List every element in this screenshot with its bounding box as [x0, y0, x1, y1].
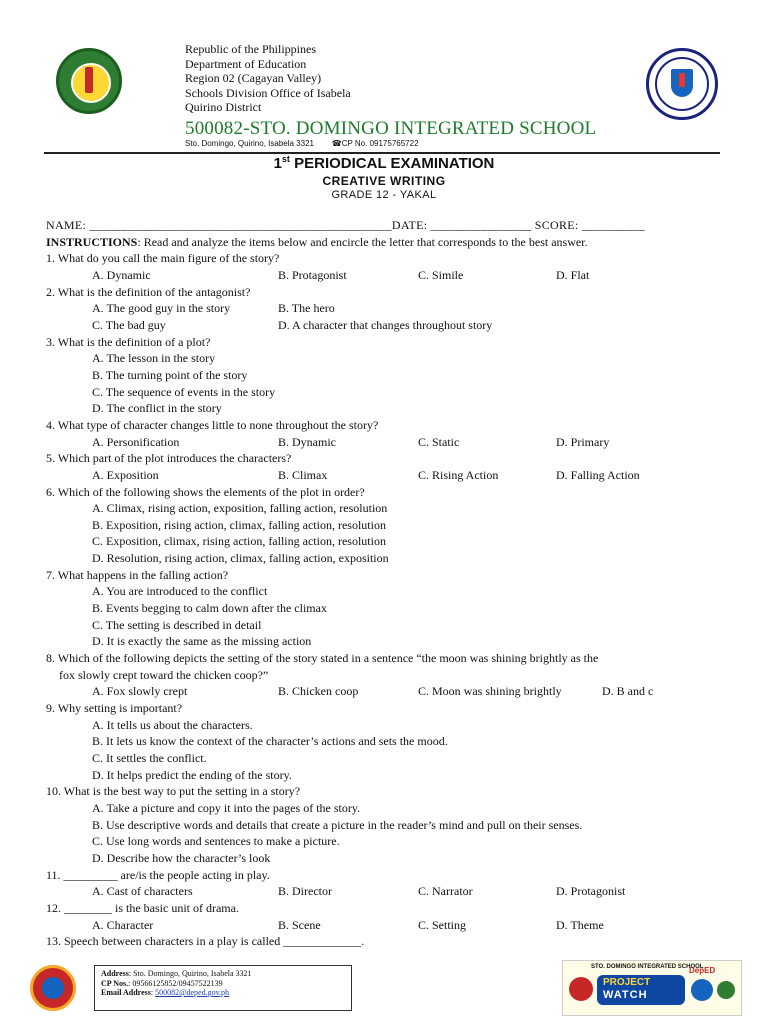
- footer-contact-box: [94, 965, 352, 1011]
- choice-row: [46, 850, 726, 867]
- watch-label: WATCH: [603, 989, 648, 1001]
- choice-row: [46, 683, 726, 700]
- question-stem: 9. Why setting is important?: [46, 701, 183, 716]
- choice-row: [46, 750, 726, 767]
- question-stem: 4. What type of character changes little to none throughout the story?: [46, 417, 379, 432]
- choice-row: [46, 317, 726, 334]
- choice[interactable]: B. Chicken coop: [278, 684, 359, 699]
- choice-row: [46, 300, 726, 317]
- question-stem-continued: fox slowly crept toward the chicken coop?”: [59, 667, 269, 682]
- exam-title-text: PERIODICAL EXAMINATION: [289, 155, 495, 172]
- choice[interactable]: B. The hero: [278, 301, 335, 316]
- choice-row: [46, 600, 726, 617]
- choice[interactable]: D. Falling Action: [556, 467, 640, 482]
- choice[interactable]: D. Resolution, rising action, climax, falling action, exposition: [92, 551, 389, 566]
- division-seal-icon: [717, 981, 735, 999]
- footer-address-label: Address: [101, 969, 129, 978]
- question-stem: 6. Which of the following shows the elements of the plot in order?: [46, 484, 365, 499]
- question-stem: 5. Which part of the plot introduces the characters?: [46, 451, 292, 466]
- letterhead-line: Department of Education: [185, 56, 307, 71]
- question-stem: 12. ________ is the basic unit of drama.: [46, 900, 239, 915]
- question-stem: 2. What is the definition of the antagonist?: [46, 284, 251, 299]
- choice[interactable]: A. Take a picture and copy it into the pages of the story.: [92, 800, 361, 815]
- choice-row: [46, 533, 726, 550]
- choice[interactable]: A. Fox slowly crept: [92, 684, 188, 699]
- choice[interactable]: C. The sequence of events in the story: [92, 384, 276, 399]
- footer-address-line: [101, 969, 345, 979]
- choice-row: [46, 817, 726, 834]
- question-stem: 13. Speech between characters in a play is called _____________.: [46, 934, 365, 949]
- exam-subject: CREATIVE WRITING: [322, 174, 446, 188]
- choice[interactable]: D. Flat: [556, 267, 590, 282]
- footer-email-link[interactable]: 500082@deped.gov.ph: [155, 988, 230, 997]
- instructions-label: INSTRUCTIONS: [46, 234, 138, 249]
- choice[interactable]: A. Cast of characters: [92, 884, 193, 899]
- choice-row: [46, 767, 726, 784]
- choice-row: [46, 917, 726, 934]
- choice-row: [46, 500, 726, 517]
- choice[interactable]: C. Rising Action: [418, 467, 499, 482]
- deped-seal-icon: [691, 979, 713, 1001]
- question-stem: 1. What do you call the main figure of the story?: [46, 251, 280, 266]
- school-phone: ☎CP No. 09175765722: [331, 139, 419, 148]
- choice[interactable]: B. Director: [278, 884, 332, 899]
- choice-row: [46, 400, 726, 417]
- exam-body: [46, 217, 726, 950]
- project-watch-school: STO. DOMINGO INTEGRATED SCHOOL: [591, 964, 704, 970]
- footer-cp: : 09566125852/09457522139: [128, 978, 223, 988]
- footer-email-sep: :: [150, 988, 156, 997]
- choice-row: [46, 434, 726, 451]
- choice-row: [46, 384, 726, 401]
- letterhead: [185, 42, 351, 115]
- choice[interactable]: D. The conflict in the story: [92, 401, 222, 416]
- school-address-line: [185, 139, 419, 148]
- choice[interactable]: D. A character that changes throughout story: [278, 317, 493, 332]
- question-stem: 11. _________ are/is the people acting in play.: [46, 867, 270, 882]
- choice[interactable]: B. Use descriptive words and details that create a picture in the reader’s mind and pull on their senses.: [92, 817, 583, 832]
- exam-title-suffix: st: [281, 154, 290, 164]
- choice[interactable]: C. Static: [418, 434, 460, 449]
- choice[interactable]: B. It lets us know the context of the character’s actions and sets the mood.: [92, 734, 448, 749]
- choice-row: [46, 467, 726, 484]
- choice[interactable]: D. Primary: [556, 434, 610, 449]
- choice[interactable]: A. Character: [92, 917, 154, 932]
- choice[interactable]: A. It tells us about the characters.: [92, 717, 253, 732]
- school-seal-icon: [569, 977, 593, 1001]
- choice-row: [46, 517, 726, 534]
- choice[interactable]: A. You are introduced to the conflict: [92, 584, 268, 599]
- letterhead-line: Quirino District: [185, 100, 262, 115]
- exam-title-number: 1: [273, 155, 282, 172]
- school-seal-logo: [30, 965, 76, 1011]
- question-stem: 8. Which of the following depicts the setting of the story stated in a sentence “the moon was shining brightly as the: [46, 651, 599, 666]
- choice[interactable]: A. The good guy in the story: [92, 301, 231, 316]
- choice[interactable]: D. It is exactly the same as the missing action: [92, 634, 312, 649]
- choice[interactable]: C. Use long words and sentences to make a picture.: [92, 834, 340, 849]
- choice[interactable]: C. Setting: [418, 917, 467, 932]
- division-seal-logo: [646, 48, 718, 120]
- choice-row: [46, 550, 726, 567]
- choice[interactable]: B. Events begging to calm down after the climax: [92, 601, 327, 616]
- choice-row: [46, 733, 726, 750]
- deped-label: DepED: [689, 966, 716, 975]
- choice-row: [46, 883, 726, 900]
- school-name: 500082-STO. DOMINGO INTEGRATED SCHOOL: [185, 118, 597, 139]
- exam-title: [0, 154, 768, 172]
- choice-row: [46, 717, 726, 734]
- choice-row: [46, 617, 726, 634]
- choice-row: [46, 350, 726, 367]
- choice[interactable]: C. The setting is described in detail: [92, 617, 262, 632]
- project-label: PROJECT: [603, 977, 651, 988]
- choice-row: [46, 583, 726, 600]
- choice[interactable]: C. Simile: [418, 267, 464, 282]
- choice[interactable]: D. B and c: [602, 684, 654, 699]
- footer-email-label: Email Address: [101, 988, 151, 997]
- footer-email-line: [101, 988, 345, 998]
- choice[interactable]: D. It helps predict the ending of the story.: [92, 767, 292, 782]
- choice[interactable]: B. Scene: [278, 917, 321, 932]
- footer-address: : Sto. Domingo, Quirino, Isabela 3321: [128, 969, 252, 978]
- exam-grade: GRADE 12 - YAKAL: [331, 189, 437, 201]
- instructions: [46, 234, 726, 251]
- deped-seal-logo: [56, 48, 122, 114]
- question-stem: 7. What happens in the falling action?: [46, 567, 229, 582]
- school-address: Sto. Domingo, Quirino, Isabela 3321: [185, 139, 314, 148]
- choice-row: [46, 800, 726, 817]
- name-date-score-line[interactable]: NAME: ________________________________________________DATE: ________________ SCORE: __________: [46, 218, 645, 232]
- choice[interactable]: C. Moon was shining brightly: [418, 684, 562, 699]
- choice[interactable]: A. Exposition: [92, 467, 159, 482]
- choice[interactable]: A. Climax, rising action, exposition, falling action, resolution: [92, 501, 388, 516]
- choice[interactable]: B. Dynamic: [278, 434, 336, 449]
- choice[interactable]: D. Protagonist: [556, 884, 626, 899]
- choice[interactable]: C. Narrator: [418, 884, 473, 899]
- choice[interactable]: A. Personification: [92, 434, 180, 449]
- choice[interactable]: D. Theme: [556, 917, 604, 932]
- choice[interactable]: B. Exposition, rising action, climax, falling action, resolution: [92, 517, 386, 532]
- question-stem: 10. What is the best way to put the setting in a story?: [46, 784, 301, 799]
- choice[interactable]: C. It settles the conflict.: [92, 751, 207, 765]
- footer-cp-line: [101, 979, 345, 989]
- choice[interactable]: B. Climax: [278, 467, 328, 482]
- choice-row: [46, 267, 726, 284]
- choice-row: [46, 833, 726, 850]
- choice[interactable]: D. Describe how the character’s look: [92, 850, 271, 865]
- choice[interactable]: A. Dynamic: [92, 267, 151, 282]
- instructions-text: : Read and analyze the items below and encircle the letter that corresponds to the best answer.: [137, 234, 588, 249]
- choice[interactable]: C. Exposition, climax, rising action, falling action, resolution: [92, 534, 386, 549]
- question-stem: 3. What is the definition of a plot?: [46, 334, 211, 349]
- choice[interactable]: C. The bad guy: [92, 317, 166, 332]
- letterhead-line: Republic of the Philippines: [185, 42, 316, 56]
- footer-cp-label: CP Nos.: [101, 978, 129, 988]
- choice-row: [46, 367, 726, 384]
- choice[interactable]: A. The lesson in the story: [92, 351, 216, 366]
- choice[interactable]: B. Protagonist: [278, 267, 347, 282]
- letterhead-line: Schools Division Office of Isabela: [185, 85, 351, 100]
- choice-row: [46, 633, 726, 650]
- letterhead-line: Region 02 (Cagayan Valley): [185, 71, 322, 86]
- choice[interactable]: B. The turning point of the story: [92, 367, 248, 382]
- project-watch-logo: [562, 960, 742, 1016]
